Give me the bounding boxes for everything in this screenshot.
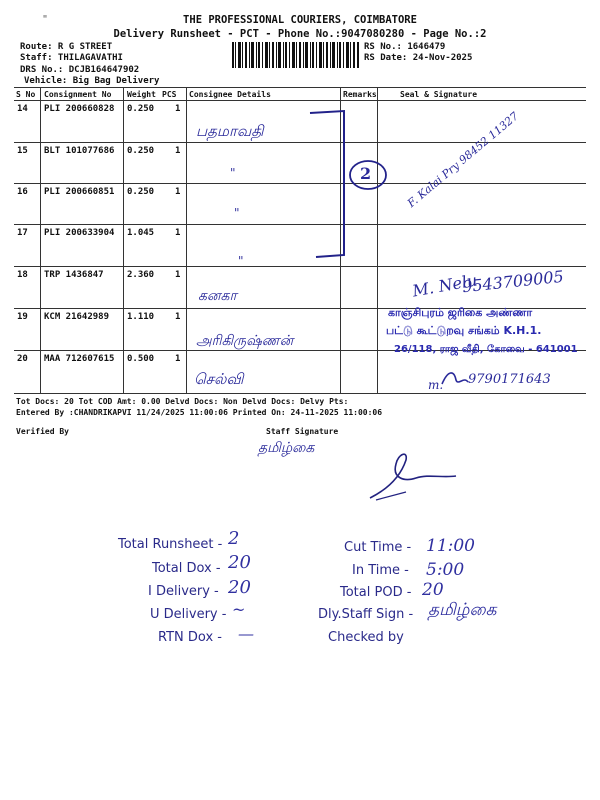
total-runsheet-value: 2 xyxy=(228,528,240,549)
vehicle-label: Vehicle: Big Bag Delivery xyxy=(24,76,160,86)
staff-signature-value: தமிழ்கை xyxy=(258,440,315,456)
row-consignee: அரிகிருஷ்ணன் xyxy=(196,333,294,349)
total-dox-label: Total Dox - xyxy=(152,561,221,576)
row-consignment: PLI 200633904 xyxy=(44,228,115,238)
row-sno: 20 xyxy=(17,354,28,364)
cut-time-label: Cut Time - xyxy=(344,540,412,555)
barcode xyxy=(232,42,360,68)
undelivery-value: ~ xyxy=(232,600,246,619)
col-divider xyxy=(40,87,41,393)
total-runsheet-label: Total Runsheet - xyxy=(118,537,223,552)
bracket-number: 2 xyxy=(360,164,372,183)
row20-mobile: 9790171643 xyxy=(468,372,551,387)
undelivery-label: U Delivery - xyxy=(150,607,227,622)
rs-number: RS No.: 1646479 xyxy=(364,42,446,52)
row-sno: 14 xyxy=(17,104,28,114)
row-weight: 0.250 xyxy=(127,104,155,114)
row-consignment: PLI 200660828 xyxy=(44,104,115,114)
cut-time-value: 11:00 xyxy=(426,536,475,556)
row-consignment: PLI 200660851 xyxy=(44,187,115,197)
total-pod-label: Total POD - xyxy=(340,585,412,600)
row-consignment: MAA 712607615 xyxy=(44,354,115,364)
row-weight: 2.360 xyxy=(127,270,155,280)
col-header-weight: Weight xyxy=(127,90,156,99)
row20-signature xyxy=(440,368,470,390)
row-sno: 19 xyxy=(17,312,28,322)
row-sno: 18 xyxy=(17,270,28,280)
col-header-sno: S No xyxy=(16,90,36,99)
row-consignee: செல்வி xyxy=(194,370,244,388)
row-pcs: 1 xyxy=(175,146,181,156)
route-label: Route: R G STREET xyxy=(20,42,113,52)
dly-staff-sign-label: Dly.Staff Sign - xyxy=(318,607,414,622)
bracket-mark xyxy=(300,105,390,295)
handwritten-note: F. Kalai Pry 98452 11327 xyxy=(405,109,522,210)
runsheet-subtitle: Delivery Runsheet - PCT - Phone No.:9047080280 - Page No.:2 xyxy=(113,28,487,40)
row-consignment: BLT 101077686 xyxy=(44,146,115,156)
row-consignee: பதமாவதி xyxy=(196,122,264,140)
row-pcs: 1 xyxy=(175,104,181,114)
row-consignee: " xyxy=(230,166,236,180)
in-time-value: 5:00 xyxy=(426,560,465,580)
col-header-pcs: PCS xyxy=(162,90,177,99)
row20-sign: m. xyxy=(428,378,444,392)
row-weight: 0.500 xyxy=(127,354,155,364)
totals-line: Tot Docs: 20 Tot COD Amt: 0.00 Delvd Docs: Non Delvd Docs: Delvy Pts: xyxy=(16,397,349,406)
row-weight: 1.110 xyxy=(127,312,155,322)
col-header-remarks: Remarks xyxy=(343,90,377,99)
table-top-border xyxy=(14,87,586,88)
stamp-line-3: 26/118, ராஜ வீதி, கோவை - 641001 xyxy=(394,344,578,355)
receiver-name: M. Nelu xyxy=(410,270,479,301)
rtn-dox-label: RTN Dox - xyxy=(158,630,222,645)
col-header-consignee: Consignee Details xyxy=(189,90,271,99)
row-pcs: 1 xyxy=(175,187,181,197)
row-consignee: " xyxy=(238,254,244,268)
row-weight: 0.250 xyxy=(127,146,155,156)
row-consignment: KCM 21642989 xyxy=(44,312,110,322)
dly-staff-sign-value: தமிழ்கை xyxy=(428,600,497,620)
receiver-mobile: 9543709005 xyxy=(461,266,565,297)
table-header-border xyxy=(14,100,586,101)
total-dox-value: 20 xyxy=(228,552,251,573)
rtn-dox-value: — xyxy=(238,624,254,643)
delivery-label: I Delivery - xyxy=(148,584,219,599)
row-pcs: 1 xyxy=(175,228,181,238)
rs-date: RS Date: 24-Nov-2025 xyxy=(364,53,473,63)
col-divider xyxy=(186,87,187,393)
barcode-graphic xyxy=(232,42,360,68)
stamp-line-1: காஞ்சிபுரம் ஜரிகை அண்ணா xyxy=(388,306,533,319)
row-weight: 1.045 xyxy=(127,228,155,238)
col-header-seal: Seal & Signature xyxy=(400,90,478,99)
checked-by-label: Checked by xyxy=(328,630,404,645)
staff-label: Staff: THILAGAVATHI xyxy=(20,53,123,63)
col-header-consignment: Consignment No xyxy=(44,90,112,99)
quote-mark: " xyxy=(42,14,49,25)
row-pcs: 1 xyxy=(175,354,181,364)
total-pod-value: 20 xyxy=(422,580,444,600)
stamp-line-2: பட்டு கூட்டுறவு சங்கம் K.H.1. xyxy=(386,324,542,337)
row-weight: 0.250 xyxy=(127,187,155,197)
row-consignment: TRP 1436847 xyxy=(44,270,104,280)
row-pcs: 1 xyxy=(175,270,181,280)
in-time-label: In Time - xyxy=(352,563,409,578)
drs-number: DRS No.: DCJB164647902 xyxy=(20,65,140,75)
row-consignee: கனகா xyxy=(198,288,237,304)
entered-line: Entered By :CHANDRIKAPVI 11/24/2025 11:00:06 Printed On: 24-11-2025 11:00:06 xyxy=(16,408,383,417)
table-bottom-border xyxy=(14,393,586,394)
delivery-value: 20 xyxy=(228,577,251,598)
verified-by-label: Verified By xyxy=(16,427,69,436)
staff-signature-label: Staff Signature xyxy=(266,427,339,436)
signature-scribble xyxy=(366,448,466,504)
row-sno: 16 xyxy=(17,187,28,197)
col-divider xyxy=(123,87,124,393)
row-consignee: " xyxy=(234,206,240,220)
row-pcs: 1 xyxy=(175,312,181,322)
row-sno: 15 xyxy=(17,146,28,156)
company-title: THE PROFESSIONAL COURIERS, COIMBATORE xyxy=(183,14,417,26)
row-sno: 17 xyxy=(17,228,28,238)
